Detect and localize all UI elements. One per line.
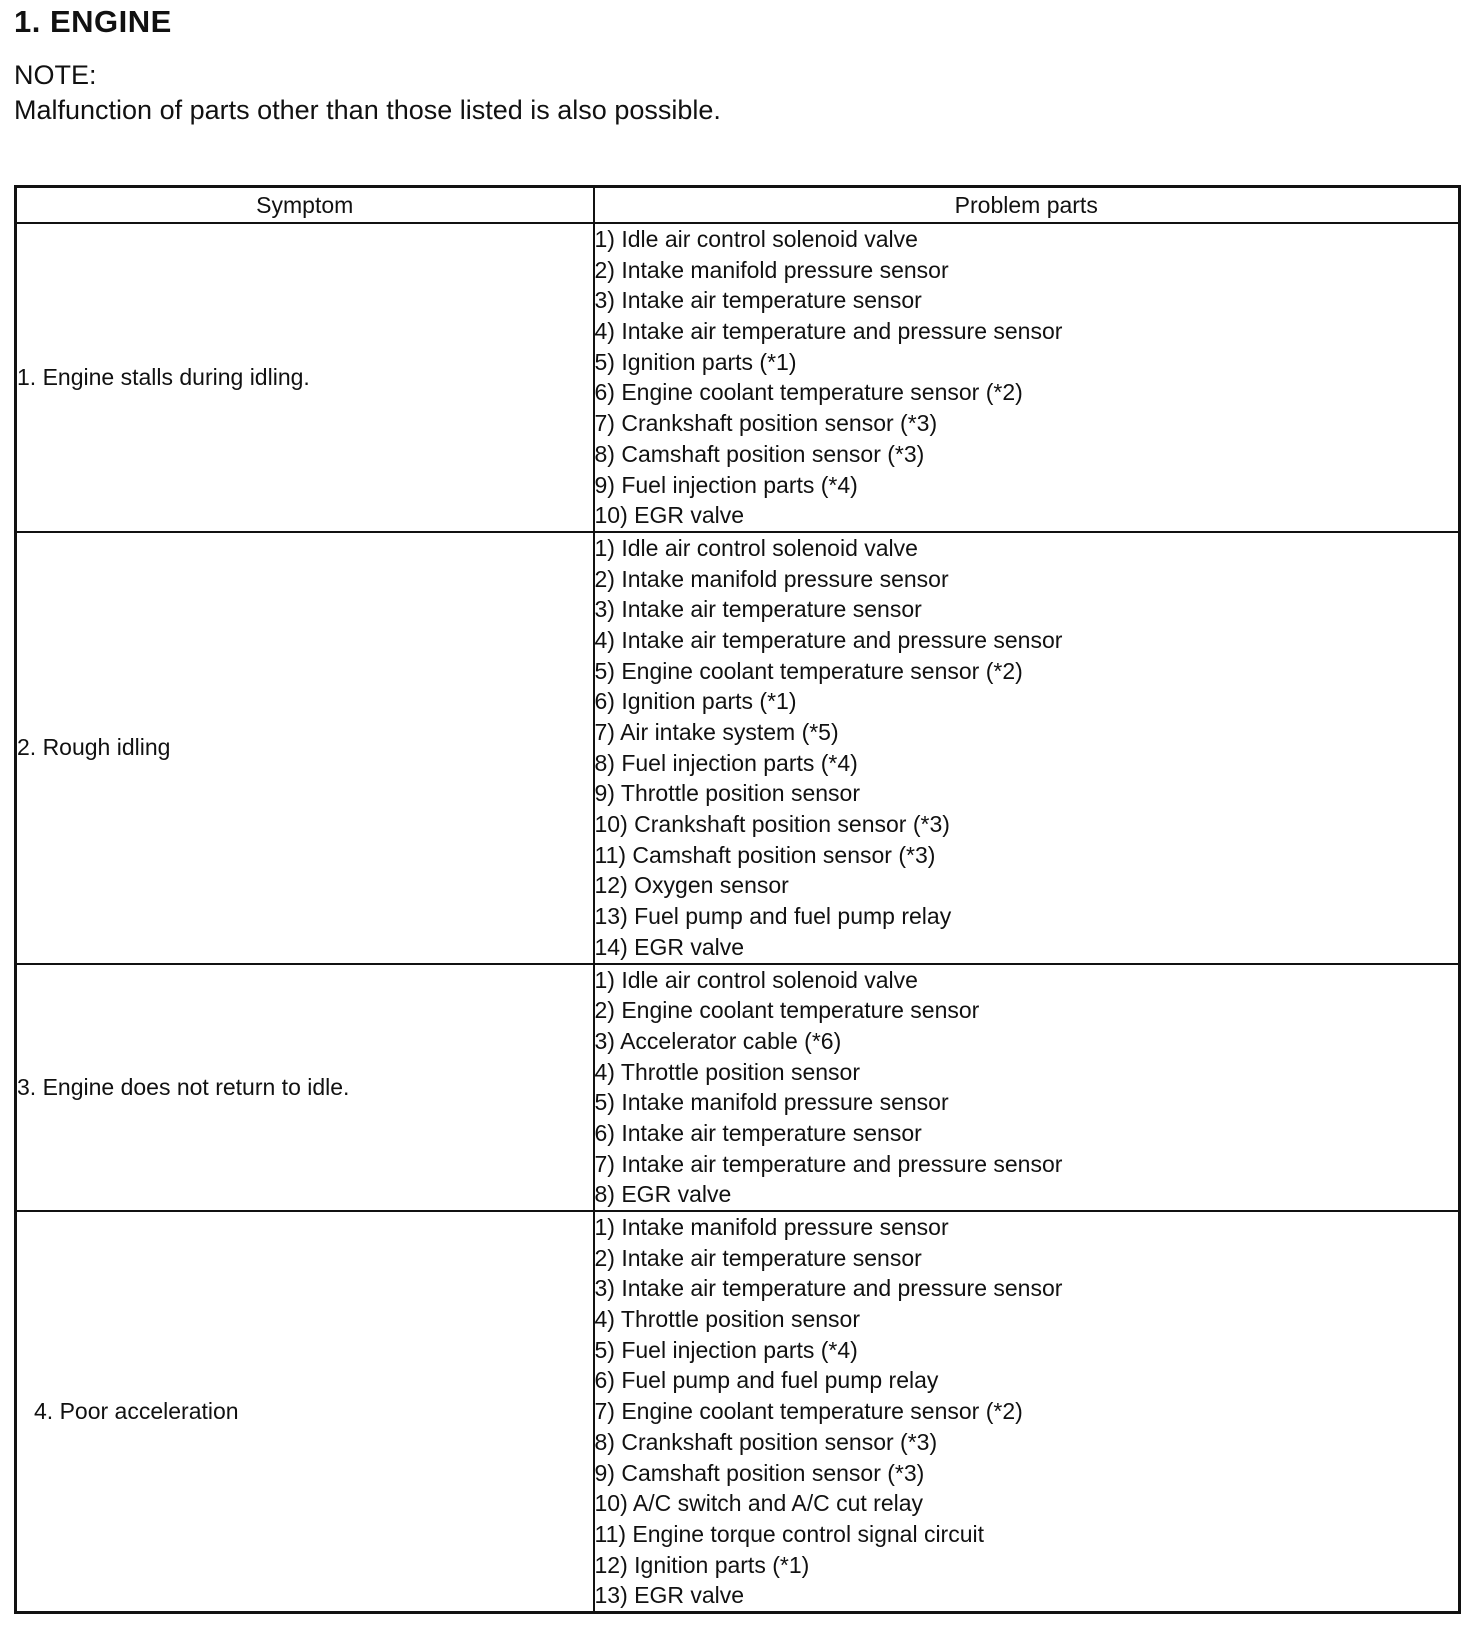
symptom-cell: 1. Engine stalls during idling. — [16, 223, 594, 532]
table-row — [16, 532, 1460, 964]
problem-parts-list — [595, 224, 1459, 531]
problem-part-item: 3) Accelerator cable (*6) — [594, 1027, 842, 1054]
problem-part-item: 2) Intake manifold pressure sensor — [594, 256, 949, 283]
problem-part-item: 13) Fuel pump and fuel pump relay — [594, 903, 952, 930]
problem-part-item: 6) Intake air temperature sensor — [594, 1119, 922, 1146]
problem-part-item: 1) Idle air control solenoid valve — [594, 966, 918, 993]
problem-part-item: 3) Intake air temperature sensor — [594, 287, 922, 314]
note-label: NOTE: — [14, 60, 97, 90]
problem-part-item: 7) Intake air temperature and pressure sensor — [594, 1150, 1063, 1177]
problem-part-item: 9) Throttle position sensor — [594, 780, 860, 807]
problem-part-item: 10) A/C switch and A/C cut relay — [594, 1490, 924, 1517]
problem-part-item: 8) Crankshaft position sensor (*3) — [594, 1428, 938, 1455]
problem-part-item: 9) Fuel injection parts (*4) — [594, 471, 858, 498]
problem-part-item: 8) Fuel injection parts (*4) — [594, 749, 858, 776]
problem-part-item: 8) EGR valve — [594, 1181, 732, 1208]
problem-part-item: 1) Idle air control solenoid valve — [594, 226, 918, 252]
problem-part-item: 4) Throttle position sensor — [594, 1306, 860, 1333]
table-row — [16, 964, 1460, 1212]
table-header-row — [16, 187, 1460, 224]
problem-parts-column-header: Problem parts — [594, 187, 1460, 224]
problem-parts-cell — [594, 1211, 1460, 1612]
problem-part-item: 10) EGR valve — [594, 502, 745, 529]
problem-part-item: 4) Intake air temperature and pressure sensor — [594, 318, 1063, 345]
problem-part-item: 3) Intake air temperature and pressure sensor — [594, 1275, 1063, 1302]
problem-parts-cell — [594, 532, 1460, 964]
problem-part-item: 9) Camshaft position sensor (*3) — [594, 1459, 925, 1486]
problem-part-item: 10) Crankshaft position sensor (*3) — [594, 811, 950, 838]
problem-part-item: 12) Oxygen sensor — [594, 872, 789, 899]
problem-parts-list — [595, 1212, 1459, 1611]
problem-part-item: 12) Ignition parts (*1) — [594, 1551, 810, 1578]
problem-parts-cell — [594, 223, 1460, 532]
problem-part-item: 6) Engine coolant temperature sensor (*2) — [594, 379, 1023, 406]
problem-part-item: 11) Camshaft position sensor (*3) — [594, 841, 936, 868]
problem-parts-list — [595, 533, 1459, 963]
symptom-cell: 2. Rough idling — [16, 532, 594, 964]
table-row — [16, 1211, 1460, 1612]
symptom-column-header: Symptom — [16, 187, 594, 224]
problem-part-item: 2) Engine coolant temperature sensor — [594, 997, 980, 1024]
problem-part-item: 1) Idle air control solenoid valve — [594, 534, 918, 561]
table-row — [16, 223, 1460, 532]
problem-part-item: 5) Ignition parts (*1) — [594, 348, 797, 375]
problem-part-item: 8) Camshaft position sensor (*3) — [594, 440, 925, 467]
problem-part-item: 13) EGR valve — [594, 1582, 745, 1609]
problem-parts-list — [595, 965, 1459, 1211]
problem-part-item: 5) Intake manifold pressure sensor — [594, 1089, 949, 1116]
problem-part-item: 2) Intake manifold pressure sensor — [594, 565, 949, 592]
problem-part-item: 4) Throttle position sensor — [594, 1058, 860, 1085]
problem-part-item: 6) Fuel pump and fuel pump relay — [594, 1367, 939, 1394]
problem-part-item: 6) Ignition parts (*1) — [594, 688, 797, 715]
problem-part-item: 4) Intake air temperature and pressure sensor — [594, 626, 1063, 653]
symptom-cell: 4. Poor acceleration — [16, 1211, 594, 1612]
problem-parts-cell — [594, 964, 1460, 1212]
problem-part-item: 7) Crankshaft position sensor (*3) — [594, 410, 938, 437]
problem-part-item: 5) Engine coolant temperature sensor (*2) — [594, 657, 1023, 684]
problem-part-item: 11) Engine torque control signal circuit — [594, 1520, 985, 1547]
note-text: Malfunction of parts other than those listed is also possible. — [14, 95, 721, 125]
problem-part-item: 1) Intake manifold pressure sensor — [594, 1214, 949, 1240]
problem-part-item: 14) EGR valve — [594, 933, 745, 960]
problem-part-item: 2) Intake air temperature sensor — [594, 1244, 922, 1271]
problem-part-item: 5) Fuel injection parts (*4) — [594, 1336, 858, 1363]
problem-part-item: 7) Air intake system (*5) — [594, 719, 839, 745]
problem-part-item: 7) Engine coolant temperature sensor (*2) — [594, 1398, 1023, 1425]
section-heading: 1. ENGINE — [14, 4, 172, 39]
symptom-cell: 3. Engine does not return to idle. — [16, 964, 594, 1212]
problem-part-item: 3) Intake air temperature sensor — [594, 596, 922, 623]
troubleshooting-table — [14, 185, 1461, 1614]
